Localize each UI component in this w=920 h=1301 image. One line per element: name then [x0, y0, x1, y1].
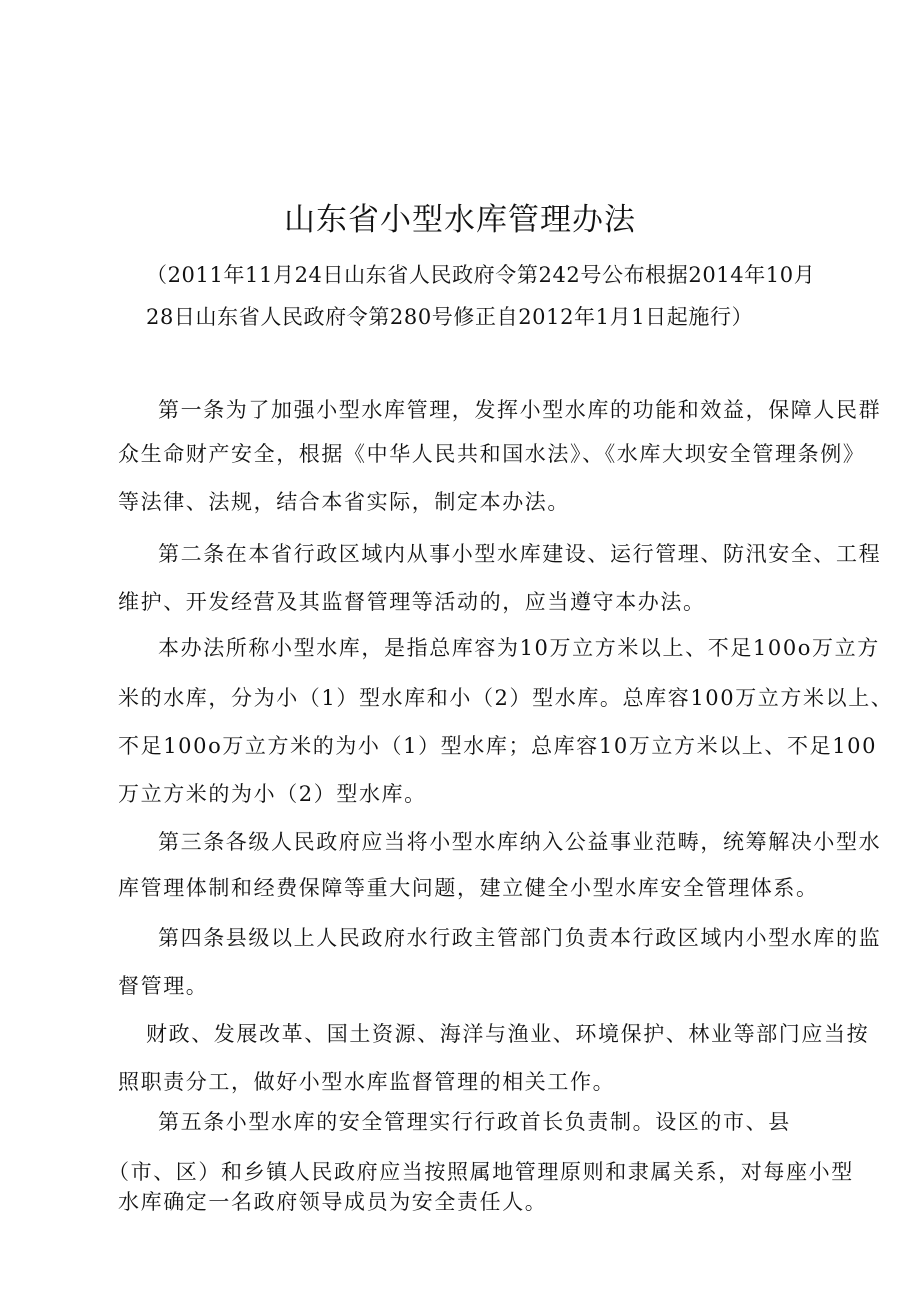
body-line: 第三条各级人民政府应当将小型水库纳入公益事业范畴，统筹解决小型水 — [158, 830, 882, 854]
body-line: 维护、开发经营及其监督管理等活动的，应当遵守本办法。 — [118, 590, 706, 614]
body-line: 照职责分工，做好小型水库监督管理的相关工作。 — [118, 1070, 616, 1094]
subtitle-line-2: 28日山东省人民政府令第280号修正自2012年1月1日起施行） — [146, 305, 754, 329]
body-line: 财政、发展改革、国土资源、海洋与渔业、环境保护、林业等部门应当按 — [146, 1022, 870, 1046]
body-line: 等法律、法规，结合本省实际，制定本办法。 — [118, 490, 570, 514]
body-line: 库管理体制和经费保障等重大问题，建立健全小型水库安全管理体系。 — [118, 876, 819, 900]
body-line: 不足100o万立方米的为小（1）型水库；总库容10万立方米以上、不足100 — [118, 734, 878, 758]
body-line: 万立方米的为小（2）型水库。 — [118, 782, 427, 806]
document-title: 山东省小型水库管理办法 — [284, 202, 636, 238]
subtitle-line-1: （2011年11月24日山东省人民政府令第242号公布根据2014年10月 — [146, 263, 816, 287]
body-line: 第二条在本省行政区域内从事小型水库建设、运行管理、防汛安全、工程 — [158, 542, 882, 566]
body-line: 督管理。 — [118, 974, 209, 998]
body-line: 水库确定一名政府领导成员为安全责任人。 — [118, 1190, 548, 1214]
body-line: 第四条县级以上人民政府水行政主管部门负责本行政区域内小型水库的监 — [158, 926, 882, 950]
body-line: 众生命财产安全，根据《中华人民共和国水法》、《水库大坝安全管理条例》 — [118, 442, 866, 466]
body-line: 本办法所称小型水库，是指总库容为10万立方米以上、不足100o万立方 — [158, 636, 880, 660]
body-line: 第一条为了加强小型水库管理，发挥小型水库的功能和效益，保障人民群 — [158, 398, 882, 422]
body-line: 米的水库，分为小（1）型水库和小（2）型水库。总库容100万立方米以上、 — [118, 686, 894, 710]
body-line: 第五条小型水库的安全管理实行行政首长负责制。设区的市、县 — [158, 1110, 791, 1134]
body-line: （市、区）和乡镇人民政府应当按照属地管理原则和隶属关系，对每座小型 — [108, 1160, 854, 1184]
